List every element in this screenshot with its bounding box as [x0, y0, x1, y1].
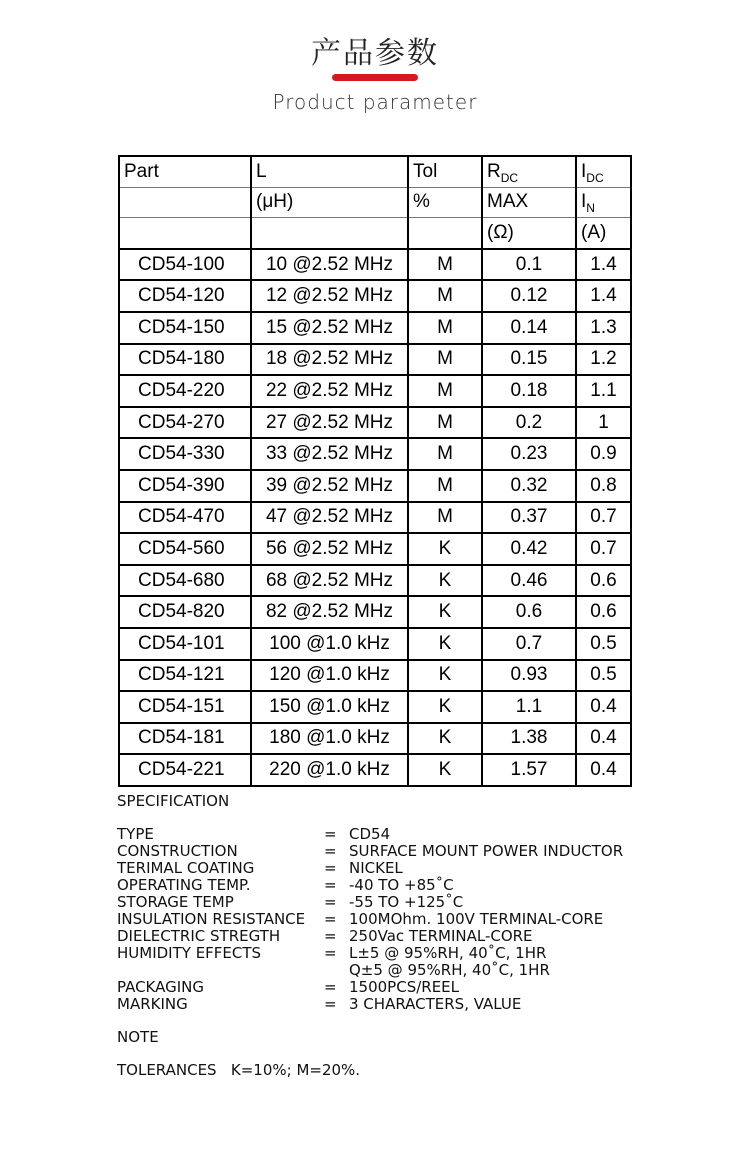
cell-rdc-max: 1.1 — [482, 691, 576, 723]
table-row — [119, 407, 631, 439]
cell-tolerance: K — [408, 533, 482, 565]
spec-line — [117, 911, 657, 928]
cell-idc: 1 — [576, 407, 631, 439]
cell-part: CD54-181 — [119, 723, 251, 755]
cell-rdc-max: 0.37 — [482, 502, 576, 534]
header-unit-tol: % — [408, 187, 482, 218]
cell-inductance: 39 @2.52 MHz — [251, 470, 408, 502]
cell-part: CD54-180 — [119, 344, 251, 376]
header-unit-ohm: (Ω) — [482, 218, 576, 249]
header-idc-sub: DC — [586, 170, 604, 185]
cell-rdc-max: 0.93 — [482, 660, 576, 692]
spec-value: 100MOhm. 100V TERMINAL-CORE — [349, 910, 604, 928]
cell-inductance: 100 @1.0 kHz — [251, 628, 408, 660]
note-heading: NOTE — [117, 1028, 159, 1046]
cell-inductance: 68 @2.52 MHz — [251, 565, 408, 597]
spec-value: 3 CHARACTERS, VALUE — [349, 995, 522, 1013]
table-body — [119, 249, 631, 786]
header-rdc-max: MAX — [482, 187, 576, 218]
cell-inductance: 10 @2.52 MHz — [251, 249, 408, 281]
header-cell — [251, 218, 408, 249]
spec-key: CONSTRUCTION — [117, 842, 238, 860]
cell-tolerance: K — [408, 628, 482, 660]
table-row — [119, 691, 631, 723]
cell-part: CD54-820 — [119, 596, 251, 628]
spec-value: L±5 @ 95%RH, 40˚C, 1HR — [349, 944, 547, 962]
header-unit-l: (μH) — [251, 187, 408, 218]
table-row — [119, 754, 631, 786]
cell-inductance: 15 @2.52 MHz — [251, 312, 408, 344]
spec-line — [117, 894, 657, 911]
cell-idc: 0.5 — [576, 628, 631, 660]
cell-part: CD54-680 — [119, 565, 251, 597]
cell-idc: 0.8 — [576, 470, 631, 502]
cell-rdc-max: 0.15 — [482, 344, 576, 376]
parameter-table — [118, 155, 632, 787]
table-row — [119, 502, 631, 534]
cell-idc: 1.3 — [576, 312, 631, 344]
table-row — [119, 660, 631, 692]
header-tol: Tol — [408, 156, 482, 187]
page-title-en: Product parameter — [272, 90, 478, 114]
header-idc — [576, 156, 631, 187]
specification-heading: SPECIFICATION — [117, 792, 230, 810]
header-idc-main: I — [581, 160, 587, 182]
cell-part: CD54-390 — [119, 470, 251, 502]
cell-rdc-max: 0.14 — [482, 312, 576, 344]
table-header-row-3 — [119, 218, 631, 249]
table-header-row-2 — [119, 187, 631, 218]
header-in-main: I — [581, 191, 587, 213]
cell-rdc-max: 0.46 — [482, 565, 576, 597]
cell-inductance: 120 @1.0 kHz — [251, 660, 408, 692]
cell-inductance: 56 @2.52 MHz — [251, 533, 408, 565]
cell-part: CD54-151 — [119, 691, 251, 723]
cell-idc: 0.6 — [576, 565, 631, 597]
cell-inductance: 22 @2.52 MHz — [251, 375, 408, 407]
page-title-cn: 产品参数 — [311, 36, 439, 71]
cell-part: CD54-560 — [119, 533, 251, 565]
cell-part: CD54-120 — [119, 280, 251, 312]
cell-rdc-max: 0.7 — [482, 628, 576, 660]
cell-tolerance: K — [408, 565, 482, 597]
cell-inductance: 18 @2.52 MHz — [251, 344, 408, 376]
spec-line — [117, 877, 657, 894]
spec-equals: = — [324, 842, 337, 860]
cell-tolerance: K — [408, 723, 482, 755]
spec-value: 1500PCS/REEL — [349, 978, 460, 996]
header-in-sub: N — [586, 201, 595, 216]
spec-equals: = — [324, 927, 337, 945]
header-unit-amp: (A) — [576, 218, 631, 249]
spec-key: INSULATION RESISTANCE — [117, 910, 306, 928]
cell-rdc-max: 0.23 — [482, 438, 576, 470]
table-row — [119, 375, 631, 407]
cell-inductance: 33 @2.52 MHz — [251, 438, 408, 470]
cell-idc: 1.1 — [576, 375, 631, 407]
cell-idc: 1.4 — [576, 280, 631, 312]
cell-tolerance: M — [408, 438, 482, 470]
cell-idc: 1.2 — [576, 344, 631, 376]
title-underline-bar — [332, 74, 418, 81]
header-cell — [119, 187, 251, 218]
table-row — [119, 280, 631, 312]
spec-line — [117, 843, 657, 860]
cell-tolerance: M — [408, 470, 482, 502]
cell-inductance: 47 @2.52 MHz — [251, 502, 408, 534]
cell-rdc-max: 0.6 — [482, 596, 576, 628]
cell-tolerance: K — [408, 660, 482, 692]
header-l: L — [251, 156, 408, 187]
cell-inductance: 27 @2.52 MHz — [251, 407, 408, 439]
spec-equals: = — [324, 876, 337, 894]
header-part: Part — [119, 156, 251, 187]
spec-line — [117, 928, 657, 945]
cell-idc: 0.4 — [576, 754, 631, 786]
header-rdc-sub: DC — [500, 170, 519, 185]
spec-line — [117, 945, 657, 962]
cell-inductance: 12 @2.52 MHz — [251, 280, 408, 312]
spec-key: DIELECTRIC STREGTH — [117, 927, 281, 945]
tolerances-note: TOLERANCES K=10%; M=20%. — [117, 1061, 361, 1079]
table-row — [119, 723, 631, 755]
cell-part: CD54-470 — [119, 502, 251, 534]
cell-part: CD54-270 — [119, 407, 251, 439]
spec-line — [117, 860, 657, 877]
cell-tolerance: M — [408, 502, 482, 534]
spec-value: Q±5 @ 95%RH, 40˚C, 1HR — [349, 961, 550, 979]
spec-key: HUMIDITY EFFECTS — [117, 944, 262, 962]
header-cell — [119, 218, 251, 249]
spec-line — [117, 979, 657, 996]
cell-tolerance: M — [408, 280, 482, 312]
cell-tolerance: M — [408, 312, 482, 344]
spec-value: SURFACE MOUNT POWER INDUCTOR — [349, 842, 624, 860]
cell-idc: 0.7 — [576, 502, 631, 534]
cell-idc: 0.5 — [576, 660, 631, 692]
spec-value: -55 TO +125˚C — [349, 893, 464, 911]
spec-key: OPERATING TEMP. — [117, 876, 251, 894]
cell-idc: 0.7 — [576, 533, 631, 565]
table-row — [119, 628, 631, 660]
spec-key: TYPE — [117, 825, 154, 843]
spec-line — [117, 826, 657, 843]
spec-equals: = — [324, 995, 337, 1013]
spec-key: TERIMAL COATING — [117, 859, 255, 877]
cell-rdc-max: 0.12 — [482, 280, 576, 312]
cell-part: CD54-100 — [119, 249, 251, 281]
header-in — [576, 187, 631, 218]
header-cell — [408, 218, 482, 249]
spec-value: 250Vac TERMINAL-CORE — [349, 927, 533, 945]
cell-inductance: 180 @1.0 kHz — [251, 723, 408, 755]
spec-value: CD54 — [349, 825, 391, 843]
spec-equals: = — [324, 893, 337, 911]
cell-inductance: 150 @1.0 kHz — [251, 691, 408, 723]
spec-key: STORAGE TEMP — [117, 893, 234, 911]
spec-key: PACKAGING — [117, 978, 205, 996]
table-row — [119, 565, 631, 597]
table-row — [119, 312, 631, 344]
table-row — [119, 533, 631, 565]
cell-tolerance: M — [408, 375, 482, 407]
table-row — [119, 249, 631, 281]
cell-tolerance: K — [408, 691, 482, 723]
cell-rdc-max: 0.1 — [482, 249, 576, 281]
spec-line — [117, 996, 657, 1013]
cell-part: CD54-221 — [119, 754, 251, 786]
spec-value: -40 TO +85˚C — [349, 876, 454, 894]
cell-idc: 1.4 — [576, 249, 631, 281]
header-rdc — [482, 156, 576, 187]
cell-part: CD54-330 — [119, 438, 251, 470]
spec-equals: = — [324, 859, 337, 877]
spec-equals: = — [324, 910, 337, 928]
spec-line — [117, 962, 657, 979]
cell-idc: 0.4 — [576, 723, 631, 755]
spec-value: NICKEL — [349, 859, 403, 877]
spec-key: MARKING — [117, 995, 188, 1013]
cell-rdc-max: 1.57 — [482, 754, 576, 786]
cell-tolerance: K — [408, 754, 482, 786]
cell-rdc-max: 0.2 — [482, 407, 576, 439]
cell-inductance: 220 @1.0 kHz — [251, 754, 408, 786]
table-row — [119, 344, 631, 376]
spec-equals: = — [324, 978, 337, 996]
cell-inductance: 82 @2.52 MHz — [251, 596, 408, 628]
cell-tolerance: K — [408, 596, 482, 628]
cell-rdc-max: 0.42 — [482, 533, 576, 565]
cell-part: CD54-121 — [119, 660, 251, 692]
cell-rdc-max: 1.38 — [482, 723, 576, 755]
table-header-row-1 — [119, 156, 631, 187]
table-row — [119, 438, 631, 470]
cell-part: CD54-101 — [119, 628, 251, 660]
cell-idc: 0.4 — [576, 691, 631, 723]
cell-tolerance: M — [408, 344, 482, 376]
cell-part: CD54-150 — [119, 312, 251, 344]
cell-rdc-max: 0.18 — [482, 375, 576, 407]
spec-equals: = — [324, 825, 337, 843]
spec-equals: = — [324, 944, 337, 962]
header-rdc-main: R — [487, 160, 501, 182]
cell-part: CD54-220 — [119, 375, 251, 407]
cell-idc: 0.9 — [576, 438, 631, 470]
cell-idc: 0.6 — [576, 596, 631, 628]
cell-tolerance: M — [408, 249, 482, 281]
table-row — [119, 470, 631, 502]
cell-tolerance: M — [408, 407, 482, 439]
table-row — [119, 596, 631, 628]
cell-rdc-max: 0.32 — [482, 470, 576, 502]
